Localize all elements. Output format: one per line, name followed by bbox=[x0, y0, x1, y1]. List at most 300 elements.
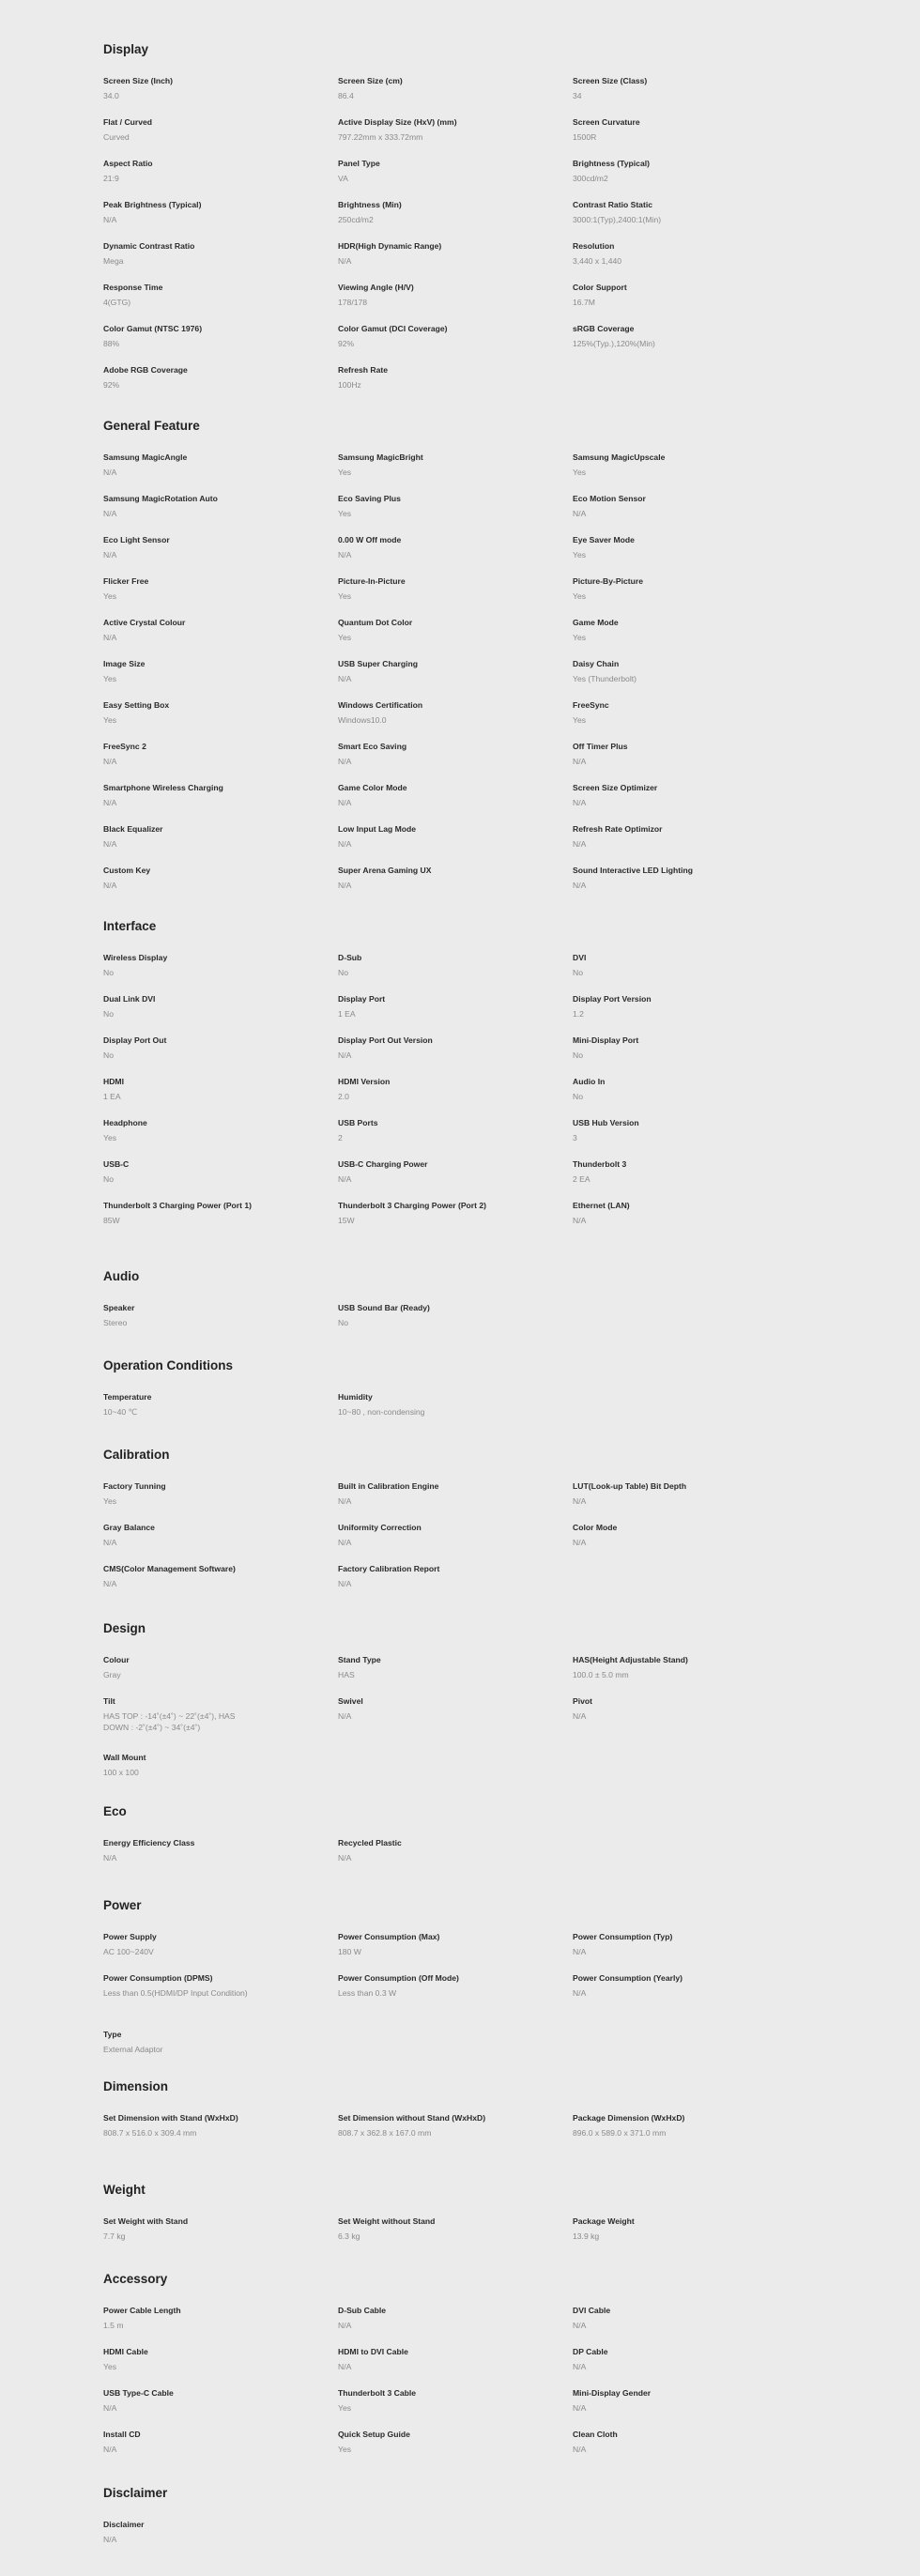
spec-value: Curved bbox=[103, 132, 130, 142]
spec-value: N/A bbox=[103, 2445, 117, 2454]
spec-value: Yes bbox=[573, 550, 587, 560]
spec-label: Wall Mount bbox=[103, 1753, 146, 1762]
spec-value: N/A bbox=[338, 1496, 352, 1506]
spec-item-screen-curvature bbox=[573, 116, 723, 143]
spec-label: Dynamic Contrast Ratio bbox=[103, 241, 195, 251]
spec-label: HAS(Height Adjustable Stand) bbox=[573, 1655, 688, 1664]
spec-label: sRGB Coverage bbox=[573, 324, 635, 333]
spec-item-active-crystal-colour bbox=[103, 617, 253, 643]
spec-value: N/A bbox=[103, 2403, 117, 2413]
spec-value: N/A bbox=[103, 633, 117, 642]
spec-label: Off Timer Plus bbox=[573, 742, 628, 751]
spec-label: Low Input Lag Mode bbox=[338, 824, 417, 834]
spec-label: D-Sub Cable bbox=[338, 2306, 387, 2315]
spec-label: Package Dimension (WxHxD) bbox=[573, 2113, 685, 2123]
spec-label: Game Mode bbox=[573, 618, 619, 627]
spec-item-flat-curved bbox=[103, 116, 253, 143]
spec-value: Yes bbox=[338, 591, 352, 601]
spec-value: 85W bbox=[103, 1216, 120, 1225]
spec-item-thunderbolt-3-cable bbox=[338, 2387, 488, 2414]
spec-label: HDMI bbox=[103, 1077, 124, 1086]
spec-item-humidity bbox=[338, 1391, 488, 1418]
spec-value: N/A bbox=[573, 2362, 587, 2371]
spec-label: Game Color Mode bbox=[338, 783, 407, 792]
section-title: General Feature bbox=[103, 419, 200, 433]
spec-label: Mini-Display Gender bbox=[573, 2388, 652, 2398]
spec-value: 100.0 ± 5.0 mm bbox=[573, 1670, 629, 1679]
spec-label: Easy Setting Box bbox=[103, 700, 170, 710]
spec-value: N/A bbox=[103, 798, 117, 807]
spec-label: Color Mode bbox=[573, 1523, 618, 1532]
spec-item-color-support bbox=[573, 282, 723, 308]
spec-value: 86.4 bbox=[338, 91, 354, 100]
spec-label: Display Port Out Version bbox=[338, 1035, 433, 1045]
spec-label: USB Sound Bar (Ready) bbox=[338, 1303, 430, 1312]
spec-item-power-consumption-yearly bbox=[573, 1972, 723, 1999]
spec-item-headphone bbox=[103, 1117, 253, 1143]
spec-label: Flat / Curved bbox=[103, 117, 153, 127]
spec-value: N/A bbox=[338, 1050, 352, 1060]
spec-item-factory-calibration-report bbox=[338, 1563, 488, 1589]
spec-item-thunderbolt-3 bbox=[573, 1158, 723, 1185]
spec-item-panel-type bbox=[338, 158, 488, 184]
spec-item-color-gamut-ntsc-1976 bbox=[103, 323, 253, 349]
spec-label: USB Ports bbox=[338, 1118, 378, 1127]
spec-item-hdmi-to-dvi-cable bbox=[338, 2346, 488, 2372]
spec-value: Gray bbox=[103, 1670, 121, 1679]
spec-label: Dual Link DVI bbox=[103, 994, 156, 1004]
spec-item-dvi-cable bbox=[573, 2305, 723, 2331]
spec-item-easy-setting-box bbox=[103, 699, 253, 726]
spec-item-wireless-display bbox=[103, 952, 253, 978]
spec-value: Less than 0.5(HDMI/DP Input Condition) bbox=[103, 1988, 248, 1998]
spec-label: Color Support bbox=[573, 283, 627, 292]
spec-label: Clean Cloth bbox=[573, 2430, 618, 2439]
spec-label: Black Equalizer bbox=[103, 824, 163, 834]
spec-item-has-height-adjustable-stand bbox=[573, 1654, 723, 1680]
spec-item-refresh-rate bbox=[338, 364, 488, 391]
spec-value: Yes bbox=[103, 1496, 117, 1506]
spec-item-dvi bbox=[573, 952, 723, 978]
spec-label: Super Arena Gaming UX bbox=[338, 866, 432, 875]
spec-value: N/A bbox=[573, 1988, 587, 1998]
spec-item-windows-certification bbox=[338, 699, 488, 726]
spec-item-peak-brightness-typical bbox=[103, 199, 253, 225]
spec-label: DP Cable bbox=[573, 2347, 608, 2356]
spec-item-usb-type-c-cable bbox=[103, 2387, 253, 2414]
spec-label: Colour bbox=[103, 1655, 130, 1664]
spec-label: Samsung MagicRotation Auto bbox=[103, 494, 218, 503]
spec-label: DVI bbox=[573, 953, 587, 962]
section-title: Disclaimer bbox=[103, 2486, 168, 2500]
spec-value: 2 EA bbox=[573, 1174, 590, 1184]
spec-value: N/A bbox=[338, 1174, 352, 1184]
spec-value: 1.2 bbox=[573, 1009, 584, 1019]
spec-label: Factory Calibration Report bbox=[338, 1564, 440, 1573]
spec-item-refresh-rate-optimizor bbox=[573, 823, 723, 850]
spec-value: No bbox=[103, 1174, 114, 1184]
spec-label: Adobe RGB Coverage bbox=[103, 365, 188, 375]
spec-value: 2 bbox=[338, 1133, 343, 1142]
spec-item-power-consumption-max bbox=[338, 1931, 488, 1957]
spec-value: 1 EA bbox=[338, 1009, 356, 1019]
spec-item-smart-eco-saving bbox=[338, 741, 488, 767]
spec-value: Yes bbox=[573, 633, 587, 642]
spec-item-brightness-typical bbox=[573, 158, 723, 184]
spec-label: Eco Saving Plus bbox=[338, 494, 401, 503]
spec-value: 250cd/m2 bbox=[338, 215, 374, 224]
spec-item-thunderbolt-3-charging-power-port-1 bbox=[103, 1200, 253, 1226]
spec-value: 808.7 x 516.0 x 309.4 mm bbox=[103, 2128, 197, 2138]
spec-label: Thunderbolt 3 Charging Power (Port 1) bbox=[103, 1201, 253, 1210]
spec-label: Quick Setup Guide bbox=[338, 2430, 410, 2439]
spec-value: 180 W bbox=[338, 1947, 361, 1956]
spec-label: Thunderbolt 3 Cable bbox=[338, 2388, 417, 2398]
spec-value: 16.7M bbox=[573, 298, 595, 307]
spec-label: Tilt bbox=[103, 1696, 115, 1706]
spec-item-aspect-ratio bbox=[103, 158, 253, 184]
spec-value: 34 bbox=[573, 91, 582, 100]
spec-label: Display Port Out bbox=[103, 1035, 167, 1045]
spec-label: Peak Brightness (Typical) bbox=[103, 200, 202, 209]
spec-label: Screen Size (Class) bbox=[573, 76, 648, 85]
spec-item-screen-size-inch bbox=[103, 75, 253, 101]
spec-label: FreeSync 2 bbox=[103, 742, 146, 751]
spec-item-hdmi-cable bbox=[103, 2346, 253, 2372]
section-title: Operation Conditions bbox=[103, 1358, 233, 1372]
spec-item-samsung-magicupscale bbox=[573, 452, 723, 478]
spec-item-samsung-magicrotation-auto bbox=[103, 493, 253, 519]
spec-value: 34.0 bbox=[103, 91, 119, 100]
section-title: Dimension bbox=[103, 2079, 169, 2093]
spec-value: 6.3 kg bbox=[338, 2231, 360, 2241]
spec-value: No bbox=[338, 1318, 348, 1327]
spec-label: Type bbox=[103, 2030, 122, 2039]
spec-item-pivot bbox=[573, 1695, 723, 1722]
spec-value: HAS bbox=[338, 1670, 355, 1679]
spec-value: 10~80 , non-condensing bbox=[338, 1407, 425, 1417]
spec-item-picture-by-picture bbox=[573, 575, 723, 602]
spec-label: Power Supply bbox=[103, 1932, 157, 1941]
spec-label: Picture-In-Picture bbox=[338, 576, 406, 586]
spec-value: N/A bbox=[103, 215, 117, 224]
spec-label: Mini-Display Port bbox=[573, 1035, 639, 1045]
spec-value: 10~40 ℃ bbox=[103, 1407, 138, 1417]
spec-value: No bbox=[573, 1050, 583, 1060]
spec-item-power-consumption-off-mode bbox=[338, 1972, 488, 1999]
spec-label: Pivot bbox=[573, 1696, 593, 1706]
spec-label: Install CD bbox=[103, 2430, 141, 2439]
spec-label: Eco Motion Sensor bbox=[573, 494, 646, 503]
spec-item-set-dimension-without-stand-wxhxd bbox=[338, 2112, 488, 2139]
section-title: Calibration bbox=[103, 1448, 170, 1462]
spec-value: N/A bbox=[573, 757, 587, 766]
spec-label: Eye Saver Mode bbox=[573, 535, 635, 544]
spec-value: N/A bbox=[338, 1853, 352, 1863]
spec-value: External Adaptor bbox=[103, 2045, 163, 2054]
spec-value: 100Hz bbox=[338, 380, 361, 390]
spec-value: 797.22mm x 333.72mm bbox=[338, 132, 423, 142]
spec-value: Yes bbox=[338, 509, 352, 518]
spec-label: USB Super Charging bbox=[338, 659, 418, 668]
spec-label: Flicker Free bbox=[103, 576, 149, 586]
spec-value: Yes bbox=[103, 1133, 117, 1142]
spec-item-energy-efficiency-class bbox=[103, 1837, 253, 1863]
spec-item-eco-saving-plus bbox=[338, 493, 488, 519]
spec-label: Screen Curvature bbox=[573, 117, 640, 127]
spec-item-audio-in bbox=[573, 1076, 723, 1102]
spec-item-dual-link-dvi bbox=[103, 993, 253, 1020]
spec-label: HDMI Cable bbox=[103, 2347, 148, 2356]
spec-value: 1.5 m bbox=[103, 2321, 124, 2330]
spec-label: USB-C bbox=[103, 1159, 130, 1169]
spec-item-quick-setup-guide bbox=[338, 2429, 488, 2455]
spec-label: Recycled Plastic bbox=[338, 1838, 402, 1848]
spec-item-stand-type bbox=[338, 1654, 488, 1680]
spec-item-low-input-lag-mode bbox=[338, 823, 488, 850]
spec-item-usb-super-charging bbox=[338, 658, 488, 684]
spec-value: 1500R bbox=[573, 132, 597, 142]
section-title: Power bbox=[103, 1898, 142, 1912]
spec-label: Set Dimension without Stand (WxHxD) bbox=[338, 2113, 486, 2123]
spec-value: No bbox=[103, 1009, 114, 1019]
spec-value: 15W bbox=[338, 1216, 355, 1225]
spec-label: Image Size bbox=[103, 659, 146, 668]
spec-label: Quantum Dot Color bbox=[338, 618, 413, 627]
spec-label: Brightness (Min) bbox=[338, 200, 402, 209]
spec-value: N/A bbox=[573, 509, 587, 518]
section-title: Accessory bbox=[103, 2272, 168, 2286]
spec-label: Package Weight bbox=[573, 2216, 635, 2226]
spec-value: N/A bbox=[573, 798, 587, 807]
spec-item-quantum-dot-color bbox=[338, 617, 488, 643]
spec-item-hdmi bbox=[103, 1076, 253, 1102]
spec-value: No bbox=[338, 968, 348, 977]
spec-label: Swivel bbox=[338, 1696, 363, 1706]
spec-label: DVI Cable bbox=[573, 2306, 611, 2315]
spec-value: 896.0 x 589.0 x 371.0 mm bbox=[573, 2128, 667, 2138]
spec-value: Less than 0.3 W bbox=[338, 1988, 397, 1998]
section-title: Audio bbox=[103, 1269, 140, 1283]
spec-value: 178/178 bbox=[338, 298, 368, 307]
spec-label: Power Consumption (Max) bbox=[338, 1932, 440, 1941]
spec-label: Sound Interactive LED Lighting bbox=[573, 866, 693, 875]
spec-value: Yes bbox=[338, 2403, 352, 2413]
spec-value: Stereo bbox=[103, 1318, 128, 1327]
spec-value: N/A bbox=[338, 2362, 352, 2371]
spec-value: N/A bbox=[103, 839, 117, 849]
spec-label: Power Consumption (Off Mode) bbox=[338, 1973, 459, 1983]
spec-value: 1 EA bbox=[103, 1092, 121, 1101]
spec-value: N/A bbox=[103, 550, 117, 560]
spec-label: Panel Type bbox=[338, 159, 380, 168]
spec-value: Mega bbox=[103, 256, 124, 266]
spec-item-eco-motion-sensor bbox=[573, 493, 723, 519]
spec-value: N/A bbox=[338, 839, 352, 849]
spec-label: Resolution bbox=[573, 241, 615, 251]
spec-value: 100 x 100 bbox=[103, 1768, 139, 1777]
spec-value: N/A bbox=[103, 757, 117, 766]
spec-item-hdmi-version bbox=[338, 1076, 488, 1102]
spec-value: No bbox=[103, 968, 114, 977]
spec-item-samsung-magicangle bbox=[103, 452, 253, 478]
spec-item-daisy-chain bbox=[573, 658, 723, 684]
spec-value: N/A bbox=[573, 1216, 587, 1225]
spec-item-display-port bbox=[338, 993, 488, 1020]
spec-value: N/A bbox=[103, 1853, 117, 1863]
spec-label: Power Consumption (Yearly) bbox=[573, 1973, 682, 1983]
spec-value: VA bbox=[338, 174, 348, 183]
spec-value: N/A bbox=[573, 881, 587, 890]
spec-value: 3000:1(Typ),2400:1(Min) bbox=[573, 215, 662, 224]
spec-label: Disclaimer bbox=[103, 2520, 145, 2529]
spec-value: N/A bbox=[573, 2445, 587, 2454]
spec-item-dp-cable bbox=[573, 2346, 723, 2372]
spec-label: Smart Eco Saving bbox=[338, 742, 407, 751]
spec-item-clean-cloth bbox=[573, 2429, 723, 2455]
spec-item-usb-hub-version bbox=[573, 1117, 723, 1143]
spec-item-active-display-size-hxv-mm bbox=[338, 116, 488, 143]
spec-value: 4(GTG) bbox=[103, 298, 131, 307]
spec-label: Display Port bbox=[338, 994, 386, 1004]
spec-item-image-size bbox=[103, 658, 253, 684]
spec-label: Humidity bbox=[338, 1392, 373, 1402]
spec-value: N/A bbox=[103, 881, 117, 890]
spec-value: N/A bbox=[103, 509, 117, 518]
spec-label: LUT(Look-up Table) Bit Depth bbox=[573, 1481, 687, 1491]
spec-item-usb-ports bbox=[338, 1117, 488, 1143]
spec-value: N/A bbox=[573, 1496, 587, 1506]
spec-item-gray-balance bbox=[103, 1522, 253, 1548]
spec-item-recycled-plastic bbox=[338, 1837, 488, 1863]
spec-item-custom-key bbox=[103, 865, 253, 891]
spec-value: No bbox=[573, 968, 583, 977]
spec-value: Yes bbox=[573, 715, 587, 725]
spec-item-wall-mount bbox=[103, 1752, 253, 1778]
spec-label: Samsung MagicUpscale bbox=[573, 452, 666, 462]
spec-value: N/A bbox=[573, 2321, 587, 2330]
spec-label: Power Cable Length bbox=[103, 2306, 181, 2315]
spec-value: N/A bbox=[573, 1711, 587, 1721]
spec-label: Screen Size Optimizer bbox=[573, 783, 658, 792]
spec-item-d-sub bbox=[338, 952, 488, 978]
spec-label: Set Weight with Stand bbox=[103, 2216, 189, 2226]
spec-value: N/A bbox=[573, 2403, 587, 2413]
spec-item-screen-size-cm bbox=[338, 75, 488, 101]
spec-label: CMS(Color Management Software) bbox=[103, 1564, 236, 1573]
spec-item-usb-c bbox=[103, 1158, 253, 1185]
spec-item-temperature bbox=[103, 1391, 253, 1418]
spec-label: HDMI to DVI Cable bbox=[338, 2347, 408, 2356]
spec-item-usb-c-charging-power bbox=[338, 1158, 488, 1185]
spec-item-off-timer-plus bbox=[573, 741, 723, 767]
spec-label: Temperature bbox=[103, 1392, 152, 1402]
spec-item-srgb-coverage bbox=[573, 323, 723, 349]
spec-label: Viewing Angle (H/V) bbox=[338, 283, 414, 292]
spec-value: 92% bbox=[338, 339, 355, 348]
spec-value: Yes bbox=[103, 715, 117, 725]
spec-value: 808.7 x 362.8 x 167.0 mm bbox=[338, 2128, 432, 2138]
spec-item-mini-display-port bbox=[573, 1035, 723, 1061]
spec-value: N/A bbox=[103, 1579, 117, 1588]
spec-label: Thunderbolt 3 Charging Power (Port 2) bbox=[338, 1201, 487, 1210]
spec-value: Yes bbox=[103, 674, 117, 683]
section-title: Interface bbox=[103, 919, 157, 933]
spec-label: D-Sub bbox=[338, 953, 362, 962]
spec-label: Screen Size (Inch) bbox=[103, 76, 174, 85]
spec-item-super-arena-gaming-ux bbox=[338, 865, 488, 891]
spec-value: N/A bbox=[338, 798, 352, 807]
spec-item-usb-sound-bar-ready bbox=[338, 1302, 488, 1328]
spec-value: N/A bbox=[103, 468, 117, 477]
spec-label: USB-C Charging Power bbox=[338, 1159, 428, 1169]
spec-label: Display Port Version bbox=[573, 994, 652, 1004]
spec-item-0-00-w-off-mode bbox=[338, 534, 488, 560]
spec-value: AC 100~240V bbox=[103, 1947, 154, 1956]
spec-value: 92% bbox=[103, 380, 120, 390]
spec-value: Yes bbox=[338, 633, 352, 642]
spec-value: 2.0 bbox=[338, 1092, 349, 1101]
spec-item-flicker-free bbox=[103, 575, 253, 602]
spec-label: Stand Type bbox=[338, 1655, 381, 1664]
spec-value: N/A bbox=[573, 1538, 587, 1547]
spec-item-game-color-mode bbox=[338, 782, 488, 808]
spec-label: USB Type-C Cable bbox=[103, 2388, 174, 2398]
spec-value: 3 bbox=[573, 1133, 577, 1142]
spec-item-samsung-magicbright bbox=[338, 452, 488, 478]
spec-label: Energy Efficiency Class bbox=[103, 1838, 195, 1848]
spec-item-screen-size-class bbox=[573, 75, 723, 101]
spec-item-dynamic-contrast-ratio bbox=[103, 240, 253, 267]
spec-item-display-port-out-version bbox=[338, 1035, 488, 1061]
spec-item-screen-size-optimizer bbox=[573, 782, 723, 808]
spec-item-d-sub-cable bbox=[338, 2305, 488, 2331]
spec-label: Samsung MagicAngle bbox=[103, 452, 188, 462]
spec-value: N/A bbox=[573, 839, 587, 849]
spec-item-mini-display-gender bbox=[573, 2387, 723, 2414]
spec-label: Custom Key bbox=[103, 866, 151, 875]
spec-item-uniformity-correction bbox=[338, 1522, 488, 1548]
spec-item-eye-saver-mode bbox=[573, 534, 723, 560]
spec-value: Yes bbox=[103, 2362, 117, 2371]
spec-value: N/A bbox=[338, 1579, 352, 1588]
spec-item-viewing-angle-h-v bbox=[338, 282, 488, 308]
spec-item-picture-in-picture bbox=[338, 575, 488, 602]
spec-value: 7.7 kg bbox=[103, 2231, 126, 2241]
spec-value: N/A bbox=[338, 881, 352, 890]
spec-item-display-port-out bbox=[103, 1035, 253, 1061]
spec-value: Yes bbox=[338, 468, 352, 477]
spec-value: No bbox=[103, 1050, 114, 1060]
spec-item-package-weight bbox=[573, 2216, 723, 2242]
spec-item-tilt bbox=[103, 1695, 253, 1733]
spec-value: HAS TOP : -14˚(±4˚) ~ 22˚(±4˚), HAS DOWN : -2˚(±4˚) ~ 34˚(±4˚) bbox=[103, 1711, 236, 1732]
spec-item-speaker bbox=[103, 1302, 253, 1328]
spec-item-contrast-ratio-static bbox=[573, 199, 723, 225]
spec-value: 21:9 bbox=[103, 174, 119, 183]
spec-label: Contrast Ratio Static bbox=[573, 200, 652, 209]
spec-value: 300cd/m2 bbox=[573, 174, 608, 183]
spec-value: 3,440 x 1,440 bbox=[573, 256, 622, 266]
spec-item-set-dimension-with-stand-wxhxd bbox=[103, 2112, 253, 2139]
spec-value: N/A bbox=[338, 550, 352, 560]
spec-value: Yes bbox=[573, 468, 587, 477]
spec-item-ethernet-lan bbox=[573, 1200, 723, 1226]
spec-label: Brightness (Typical) bbox=[573, 159, 650, 168]
spec-item-lut-look-up-table-bit-depth bbox=[573, 1480, 723, 1507]
spec-item-power-cable-length bbox=[103, 2305, 253, 2331]
spec-value: Yes bbox=[573, 591, 587, 601]
